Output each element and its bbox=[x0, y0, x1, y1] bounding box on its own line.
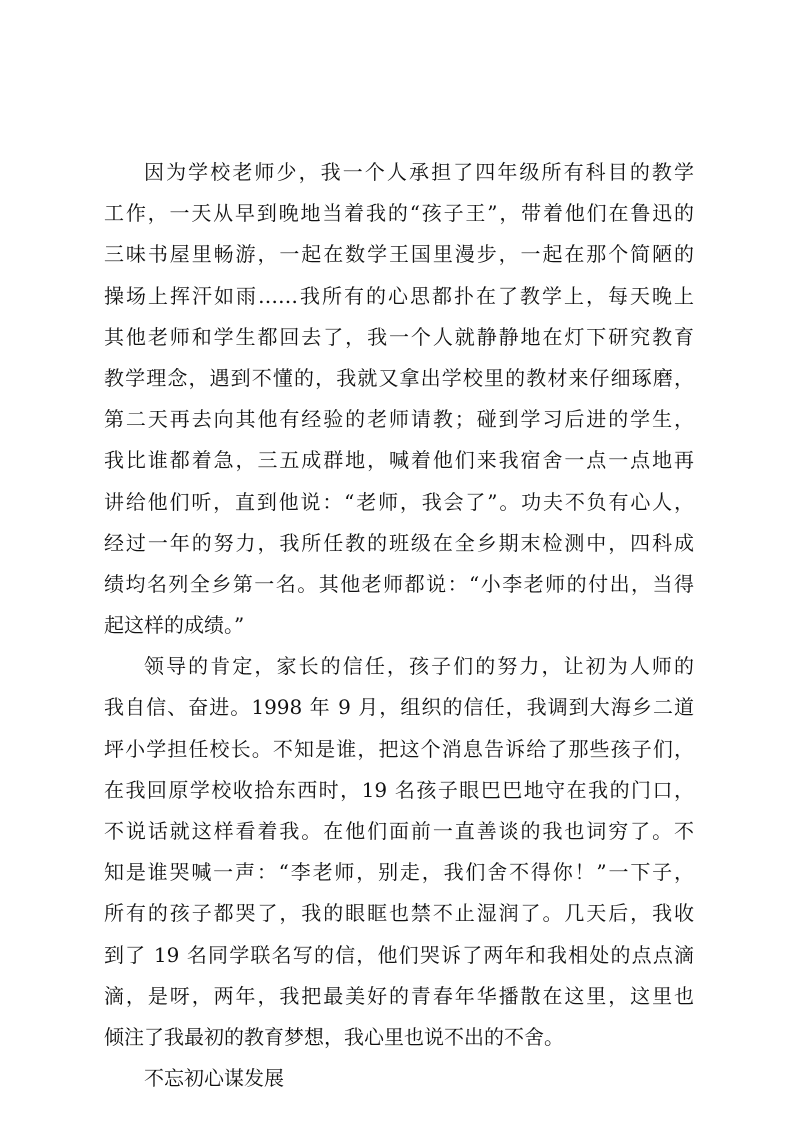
text-line: 我比谁都着急，三五成群地，喊着他们来我宿舍一点一点地再 bbox=[104, 448, 694, 473]
text-line: 工作，一天从早到晚地当着我的“孩子王”，带着他们在鲁迅的 bbox=[104, 201, 694, 226]
text-line: 所有的孩子都哭了，我的眼眶也禁不止湿润了。几天后，我收 bbox=[104, 901, 694, 926]
text-line: 滴，是呀，两年，我把最美好的青春年华播散在这里，这里也 bbox=[104, 983, 694, 1008]
text-line: 经过一年的努力，我所任教的班级在全乡期末检测中，四科成 bbox=[104, 530, 694, 555]
text-line: 我自信、奋进。1998 年 9 月，组织的信任，我调到大海乡二道 bbox=[104, 695, 694, 720]
document-body bbox=[104, 152, 694, 1099]
text-line: 到了 19 名同学联名写的信，他们哭诉了两年和我相处的点点滴 bbox=[104, 942, 694, 967]
section-heading bbox=[104, 1058, 694, 1099]
text-line: 第二天再去向其他有经验的老师请教；碰到学习后进的学生， bbox=[104, 407, 694, 432]
text-line: 坪小学担任校长。不知是谁，把这个消息告诉给了那些孩子们， bbox=[104, 736, 694, 761]
text-line: 讲给他们听，直到他说：“老师，我会了”。功夫不负有心人， bbox=[104, 489, 694, 514]
text-line: 领导的肯定，家长的信任，孩子们的努力，让初为人师的 bbox=[144, 654, 694, 679]
paragraph-1 bbox=[104, 152, 694, 646]
text-line: 知是谁哭喊一声：“李老师，别走，我们舍不得你！”一下子， bbox=[104, 860, 694, 885]
text-line: 起这样的成绩。” bbox=[104, 613, 245, 638]
text-line: 在我回原学校收拾东西时，19 名孩子眼巴巴地守在我的门口， bbox=[104, 777, 694, 802]
text-line: 其他老师和学生都回去了，我一个人就静静地在灯下研究教育 bbox=[104, 324, 694, 349]
section-heading-text: 不忘初心谋发展 bbox=[144, 1066, 284, 1091]
paragraph-2 bbox=[104, 646, 694, 1058]
text-line: 绩均名列全乡第一名。其他老师都说：“小李老师的付出，当得 bbox=[104, 571, 694, 596]
text-line: 因为学校老师少，我一个人承担了四年级所有科目的教学 bbox=[144, 160, 694, 184]
text-line: 操场上挥汗如雨……我所有的心思都扑在了教学上，每天晚上 bbox=[104, 283, 694, 308]
text-line: 倾注了我最初的教育梦想，我心里也说不出的不舍。 bbox=[104, 1024, 564, 1049]
text-line: 不说话就这样看着我。在他们面前一直善谈的我也词穷了。不 bbox=[104, 819, 694, 843]
text-line: 教学理念，遇到不懂的，我就又拿出学校里的教材来仔细琢磨， bbox=[104, 365, 694, 390]
text-line: 三味书屋里畅游，一起在数学王国里漫步，一起在那个简陋的 bbox=[104, 242, 694, 267]
